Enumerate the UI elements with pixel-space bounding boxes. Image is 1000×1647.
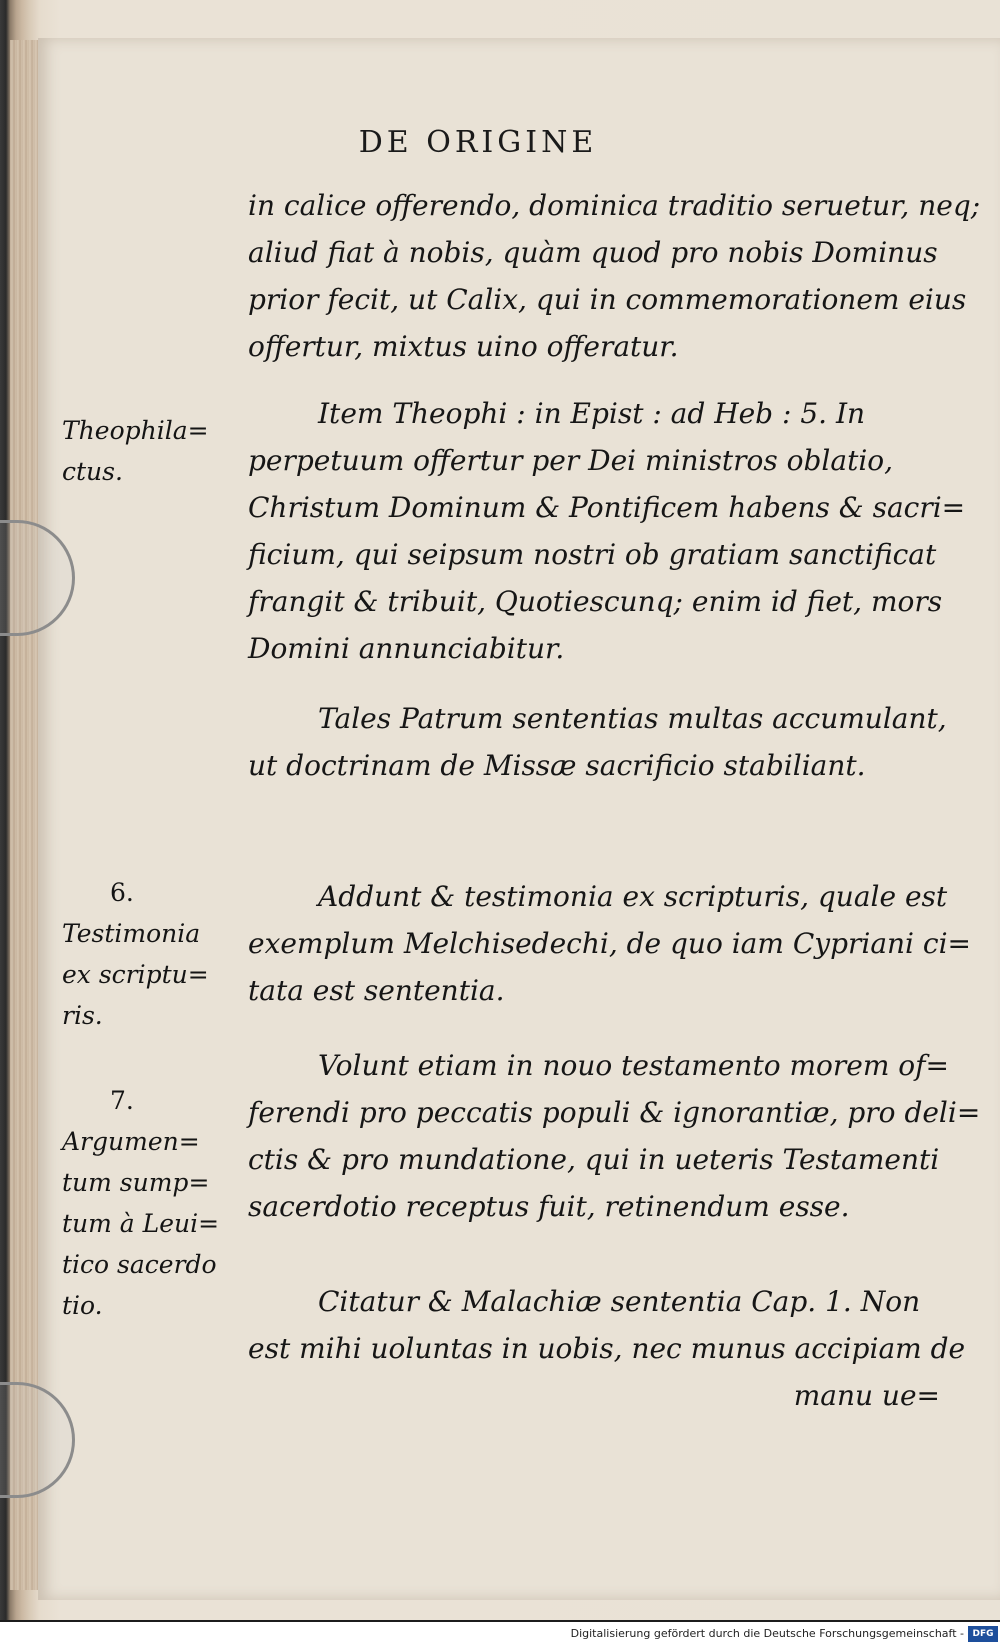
margin-note-argumentum (62, 1080, 222, 1326)
paragraph-3 (248, 695, 947, 789)
margin-line: Testimonia (62, 919, 201, 948)
margin-number: 6. (110, 878, 134, 907)
text-line: Item Theophi : in Epist : ad Heb : 5. In (318, 397, 866, 430)
text-line: Domini annunciabitur. (248, 632, 565, 665)
margin-line: tico sacerdo (62, 1250, 217, 1279)
catchword: manu ue= (793, 1379, 940, 1412)
text-line: sacerdotio receptus fuit, retinendum esse. (248, 1190, 850, 1223)
text-line: est mihi uoluntas in uobis, nec munus accipiam de (248, 1332, 966, 1365)
margin-number: 7. (110, 1086, 134, 1115)
text-line: prior fecit, ut Calix, qui in commemorationem eius (248, 283, 967, 316)
paragraph-6 (248, 1278, 966, 1419)
paragraph-4 (248, 873, 972, 1014)
margin-line: ex scriptu= (62, 960, 209, 989)
text-line: exemplum Melchisedechi, de quo iam Cypriani ci= (248, 927, 972, 960)
margin-line: Argumen= (62, 1127, 200, 1156)
text-line: in calice offerendo, dominica traditio seruetur, neq; (248, 189, 981, 222)
margin-line: Theophila= (62, 416, 209, 445)
text-line: Citatur & Malachiæ sententia Cap. 1. Non (318, 1285, 921, 1318)
margin-note-testimonia (62, 872, 222, 1036)
paragraph-1 (248, 182, 981, 370)
running-head (0, 125, 1000, 160)
text-line: Addunt & testimonia ex scripturis, quale est (318, 880, 948, 913)
page-edges (10, 40, 40, 1590)
paragraph-5 (248, 1042, 981, 1230)
text-line: Tales Patrum sententias multas accumulant, (318, 702, 947, 735)
text-line: ferendi pro peccatis populi & ignorantiæ, pro deli= (248, 1096, 981, 1129)
margin-line: tum à Leui= (62, 1209, 220, 1238)
margin-line: ris. (62, 1001, 103, 1030)
text-line: ficium, qui seipsum nostri ob gratiam sanctificat (248, 538, 937, 571)
paragraph-2 (248, 390, 966, 672)
dfg-logo: DFG (968, 1626, 998, 1642)
running-head-text: DE ORIGINE (358, 125, 598, 160)
text-line: tata est sententia. (248, 974, 505, 1007)
text-line: aliud fiat à nobis, quàm quod pro nobis Dominus (248, 236, 938, 269)
funding-credit: Digitalisierung gefördert durch die Deutsche Forschungsgemeinschaft - (570, 1627, 964, 1640)
footer-bar (0, 1622, 1000, 1647)
margin-line: tum sump= (62, 1168, 210, 1197)
text-line: ctis & pro mundatione, qui in ueteris Testamenti (248, 1143, 940, 1176)
margin-line: tio. (62, 1291, 103, 1320)
text-line: Christum Dominum & Pontificem habens & sacri= (248, 491, 966, 524)
margin-note-theophylactus (62, 410, 222, 492)
text-line: perpetuum offertur per Dei ministros oblatio, (248, 444, 894, 477)
margin-line: ctus. (62, 457, 123, 486)
text-line: ut doctrinam de Missæ sacrificio stabiliant. (248, 749, 866, 782)
text-line: offertur, mixtus uino offeratur. (248, 330, 679, 363)
text-line: Volunt etiam in nouo testamento morem of= (318, 1049, 949, 1082)
text-line: frangit & tribuit, Quotiescunq; enim id fiet, mors (248, 585, 943, 618)
